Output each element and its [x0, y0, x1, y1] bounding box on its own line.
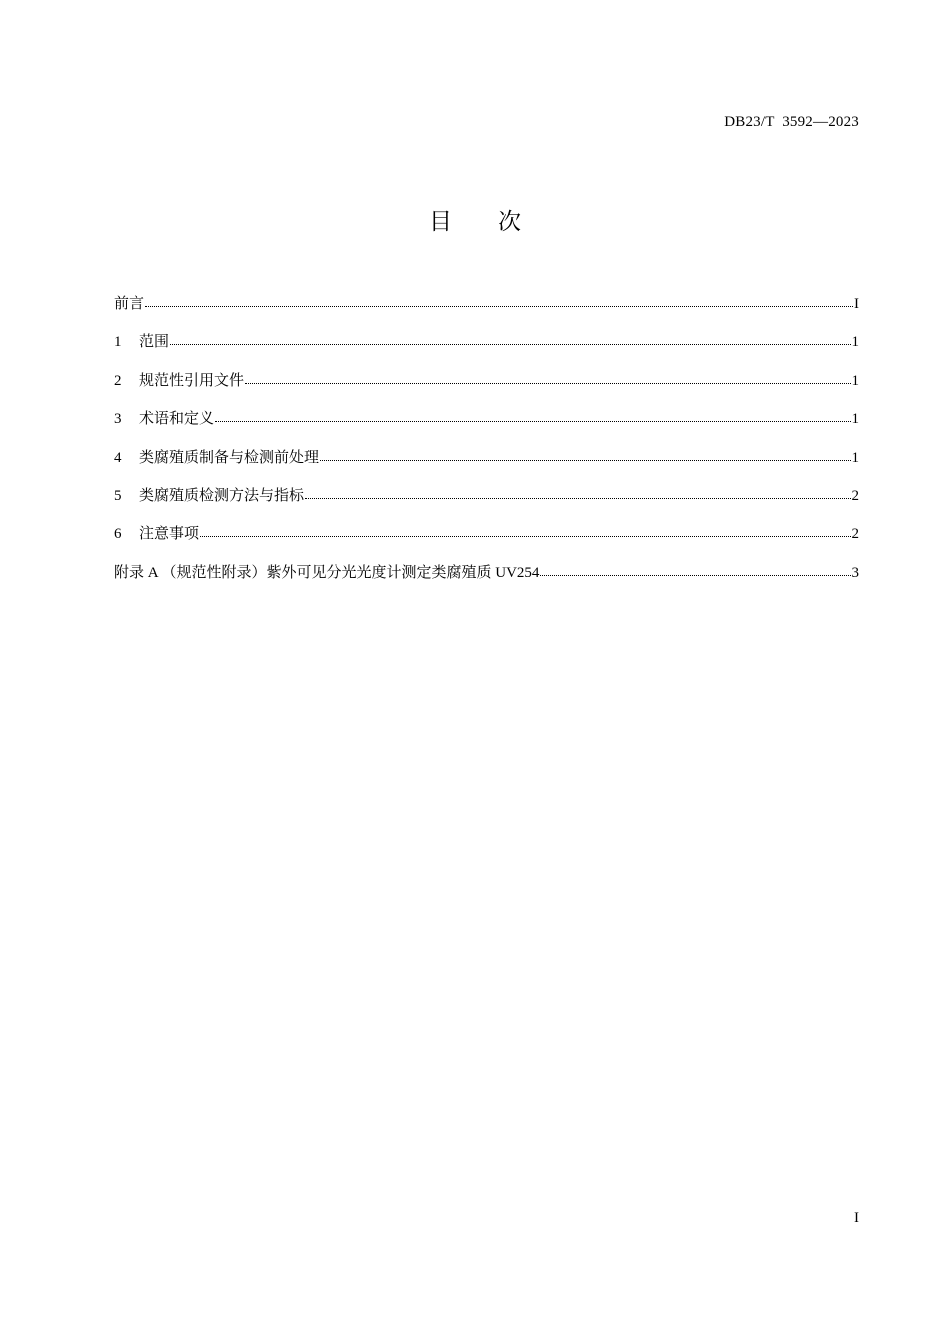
- toc-title-char: 次: [498, 209, 521, 235]
- toc-list: [114, 293, 859, 600]
- toc-entry-page: 2: [851, 526, 859, 543]
- toc-entry-methods[interactable]: [114, 485, 859, 523]
- toc-entry-label: 规范性引用文件: [139, 372, 245, 389]
- toc-entry-label: 范围: [139, 334, 170, 351]
- toc-entry-label: 前言: [114, 296, 145, 312]
- toc-entry-page: 2: [851, 487, 859, 504]
- toc-entry-label: 注意事项: [139, 526, 200, 543]
- toc-entry-page: 1: [851, 372, 859, 389]
- toc-entry-number: 4: [114, 449, 122, 466]
- toc-leader-dots: [540, 561, 850, 576]
- toc-leader-dots: [200, 522, 850, 537]
- toc-entry-normative-references[interactable]: [114, 370, 859, 408]
- toc-leader-dots: [245, 369, 850, 384]
- toc-leader-dots: [305, 484, 850, 499]
- page-number: I: [854, 1210, 859, 1226]
- toc-entry-label: 类腐殖质检测方法与指标: [139, 487, 305, 504]
- toc-entry-scope[interactable]: [114, 331, 859, 369]
- toc-entry-preface[interactable]: [114, 293, 859, 331]
- toc-entry-number: 5: [114, 487, 122, 504]
- toc-entry-notes[interactable]: [114, 523, 859, 561]
- toc-entry-terms[interactable]: [114, 408, 859, 446]
- toc-entry-page: I: [854, 296, 859, 312]
- toc-title: [0, 203, 950, 236]
- toc-entry-label: 类腐殖质制备与检测前处理: [139, 449, 320, 466]
- toc-leader-dots: [320, 446, 850, 461]
- toc-entry-label: 术语和定义: [139, 411, 215, 428]
- toc-entry-preparation[interactable]: [114, 447, 859, 485]
- toc-entry-page: 3: [851, 564, 859, 581]
- toc-entry-number: 1: [114, 334, 122, 351]
- toc-entry-page: 1: [851, 449, 859, 466]
- toc-entry-page: 1: [851, 411, 859, 428]
- toc-entry-appendix-a[interactable]: [114, 562, 859, 600]
- toc-title-char: 目: [429, 209, 452, 235]
- toc-entry-number: 6: [114, 526, 122, 543]
- toc-leader-dots: [145, 292, 853, 307]
- toc-entry-number: 3: [114, 411, 122, 428]
- toc-entry-label: 附录 A （规范性附录）紫外可见分光光度计测定类腐殖质 UV254: [114, 564, 540, 581]
- toc-leader-dots: [215, 407, 850, 422]
- toc-entry-page: 1: [851, 334, 859, 351]
- toc-leader-dots: [170, 330, 850, 345]
- document-code: DB23/T 3592—2023: [724, 114, 859, 130]
- toc-entry-number: 2: [114, 372, 122, 389]
